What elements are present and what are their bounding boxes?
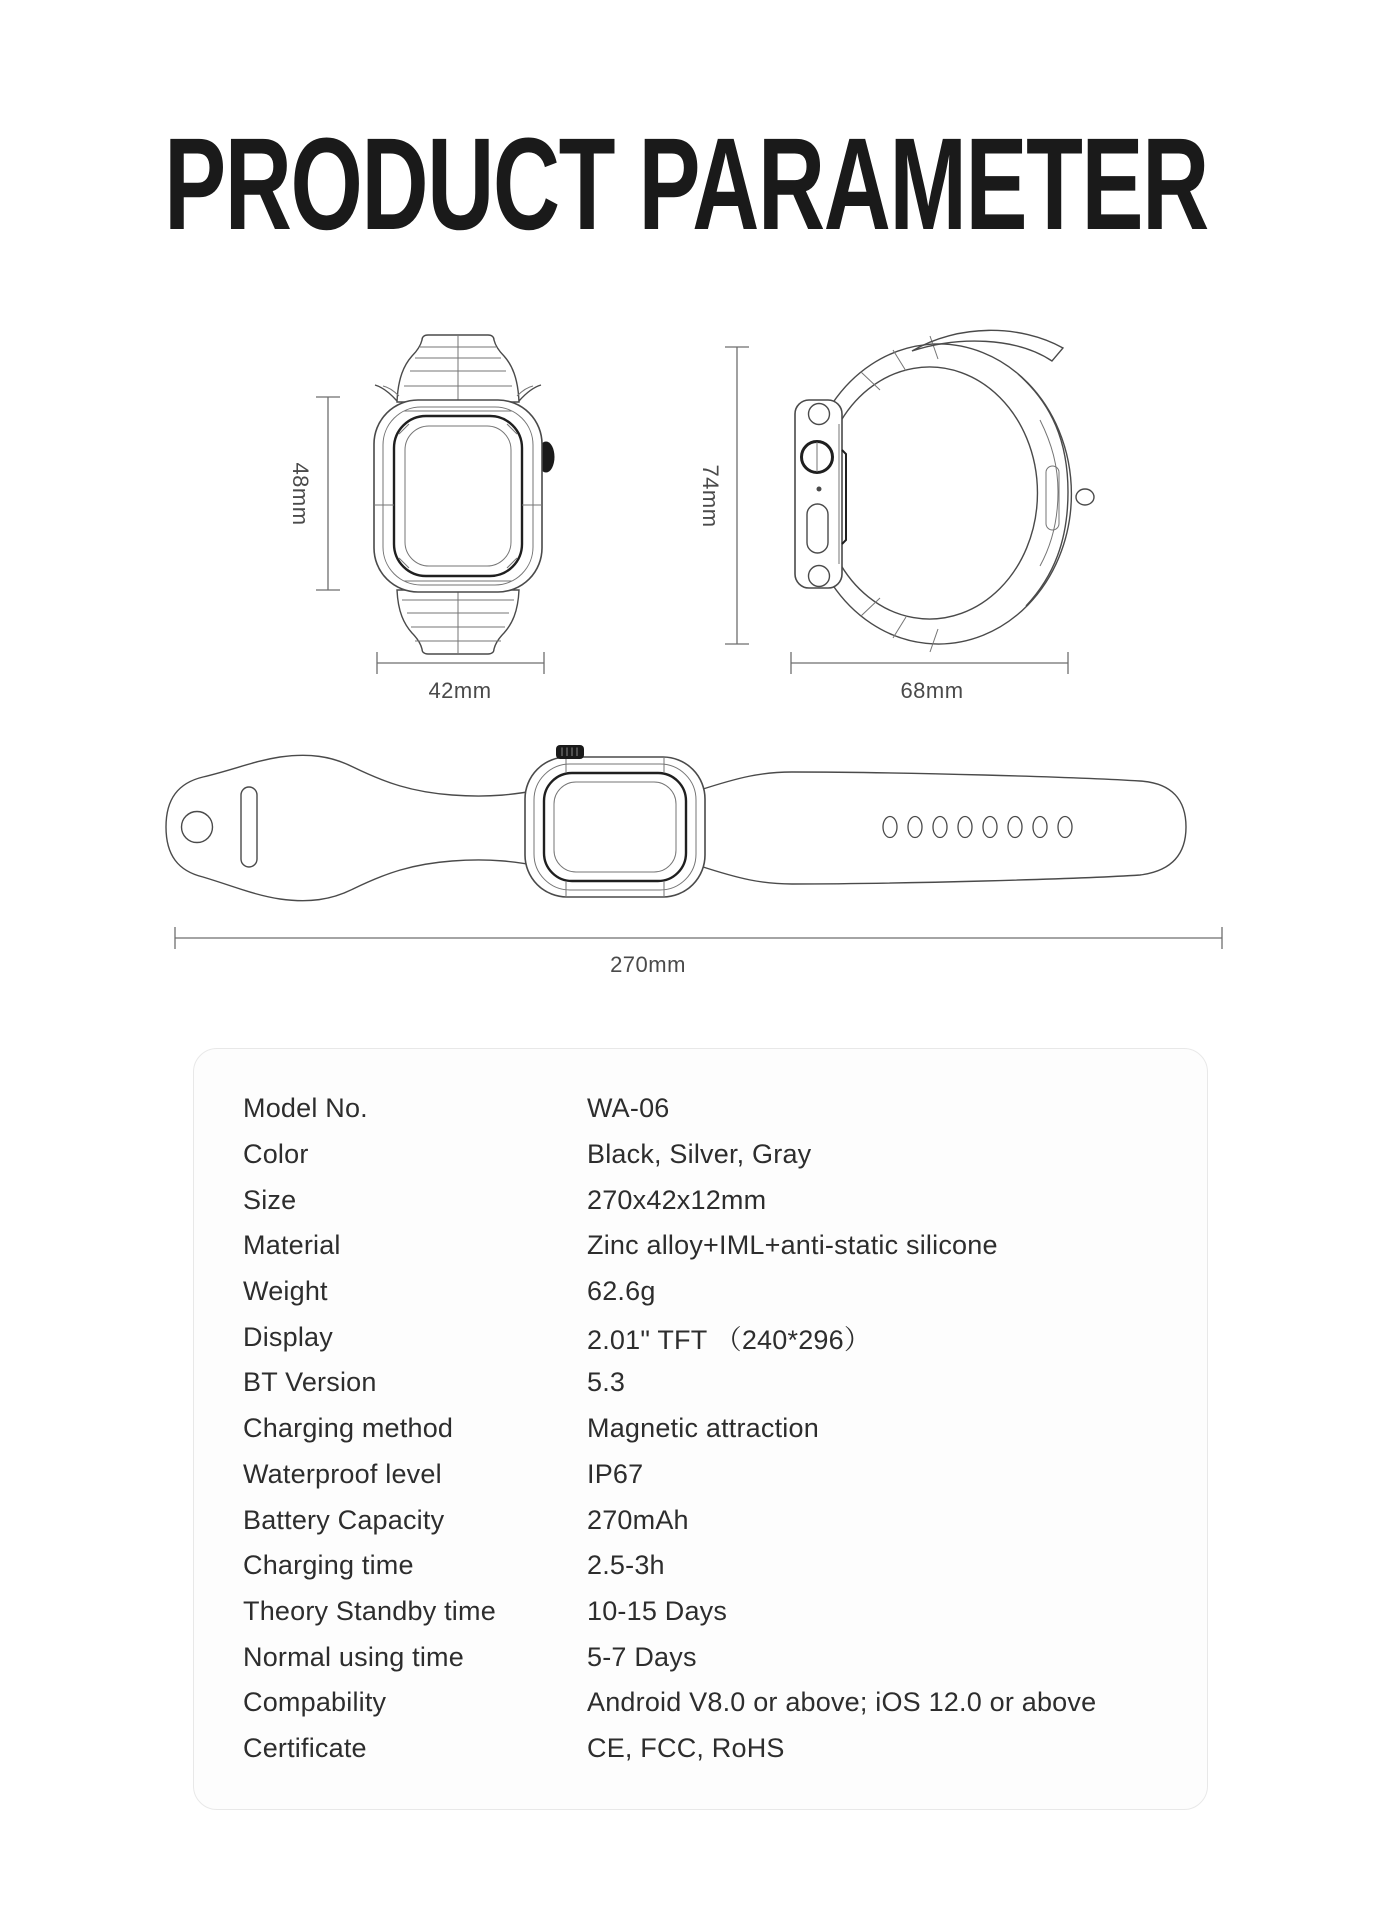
spec-row bbox=[194, 1360, 1207, 1406]
spec-label: Charging method bbox=[243, 1413, 454, 1444]
spec-label: Theory Standby time bbox=[243, 1595, 496, 1626]
spec-label: Material bbox=[243, 1230, 341, 1261]
spec-row bbox=[194, 1589, 1207, 1635]
spec-row bbox=[194, 1314, 1207, 1360]
spec-label: Display bbox=[243, 1321, 333, 1352]
spec-value: 2.5-3h bbox=[587, 1550, 665, 1581]
spec-label: Color bbox=[243, 1139, 309, 1170]
spec-row bbox=[194, 1634, 1207, 1680]
spec-value: 5.3 bbox=[587, 1367, 626, 1398]
spec-label: Certificate bbox=[243, 1732, 367, 1763]
spec-label: Model No. bbox=[243, 1093, 368, 1124]
spec-value: WA-06 bbox=[587, 1093, 670, 1124]
spec-label: Waterproof level bbox=[243, 1458, 442, 1489]
spec-label: Compability bbox=[243, 1687, 387, 1718]
spec-row bbox=[194, 1680, 1207, 1726]
side-width-dimension bbox=[791, 652, 1068, 703]
spec-value: 5-7 Days bbox=[587, 1641, 697, 1672]
spec-value: 62.6g bbox=[587, 1276, 656, 1307]
spec-label: Size bbox=[243, 1184, 297, 1215]
spec-row bbox=[194, 1269, 1207, 1315]
spec-value: Zinc alloy+IML+anti-static silicone bbox=[587, 1230, 998, 1261]
spec-value: 270x42x12mm bbox=[587, 1184, 767, 1215]
spec-row bbox=[194, 1132, 1207, 1178]
crown-knob-top bbox=[556, 745, 584, 759]
spec-row bbox=[194, 1726, 1207, 1772]
spec-label: Weight bbox=[243, 1276, 328, 1307]
spec-row bbox=[194, 1452, 1207, 1498]
mic-dot bbox=[817, 487, 822, 492]
front-view-drawing bbox=[374, 335, 555, 654]
strap-length-dimension bbox=[175, 927, 1222, 977]
strap-length-label: 270mm bbox=[610, 952, 686, 977]
spec-label: BT Version bbox=[243, 1367, 377, 1398]
side-view-drawing bbox=[795, 330, 1094, 652]
front-height-dimension bbox=[288, 397, 340, 590]
spec-value: 10-15 Days bbox=[587, 1595, 728, 1626]
spec-table-card bbox=[193, 1048, 1208, 1810]
spec-row bbox=[194, 1177, 1207, 1223]
spec-value: CE, FCC, RoHS bbox=[587, 1732, 785, 1763]
side-height-label: 74mm bbox=[698, 464, 724, 528]
spec-value: 2.01" TFT （240*296） bbox=[587, 1324, 872, 1355]
side-width-label: 68mm bbox=[900, 678, 964, 703]
strap-top-view-drawing bbox=[166, 745, 1186, 901]
spec-value: Magnetic attraction bbox=[587, 1413, 819, 1444]
page-title: PRODUCT PARAMETER bbox=[164, 110, 1208, 257]
spec-label: Battery Capacity bbox=[243, 1504, 445, 1535]
spec-value: IP67 bbox=[587, 1458, 644, 1489]
spec-label: Normal using time bbox=[243, 1641, 464, 1672]
spec-row bbox=[194, 1406, 1207, 1452]
spec-row bbox=[194, 1543, 1207, 1589]
front-width-dimension bbox=[377, 652, 544, 703]
front-height-label: 48mm bbox=[288, 462, 314, 526]
spec-row bbox=[194, 1223, 1207, 1269]
spec-row bbox=[194, 1086, 1207, 1132]
spec-label: Charging time bbox=[243, 1550, 414, 1581]
spec-value: Black, Silver, Gray bbox=[587, 1139, 812, 1170]
side-height-dimension bbox=[698, 347, 749, 644]
spec-value: Android V8.0 or above; iOS 12.0 or above bbox=[587, 1687, 1097, 1718]
spec-row bbox=[194, 1497, 1207, 1543]
front-width-label: 42mm bbox=[428, 678, 492, 703]
spec-value: 270mAh bbox=[587, 1504, 689, 1535]
